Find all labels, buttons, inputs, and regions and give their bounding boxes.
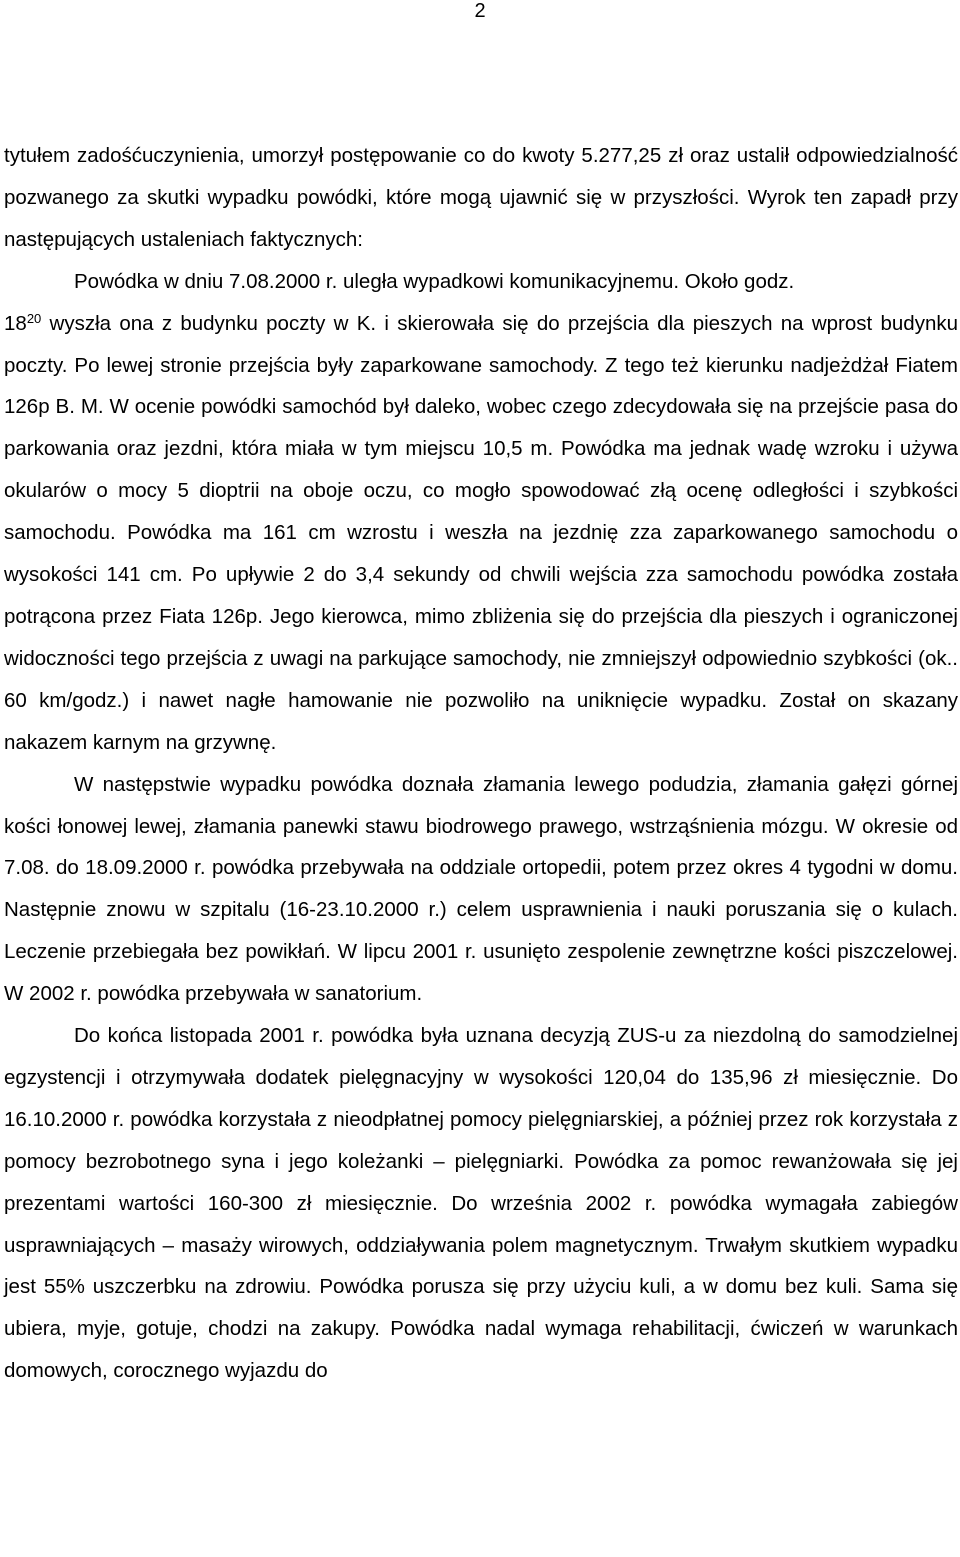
paragraph-3: W następstwie wypadku powódka doznała złamania lewego podudzia, złamania gałęzi górnej kości łonowej lewej, złamania panewki stawu biodrowego prawego, wstrząśnienia mózgu. W okresie od 7.08. do 18.09.2000 r. powódka przebywała na oddziale ortopedii, potem przez okres 4 tygodni w domu. Następnie znowu w szpitalu (16-23.10.2000 r.) celem usprawnienia i nauki poruszania się o kulach. Leczenie przebiegała bez powikłań. W lipcu 2001 r. usunięto zespolenie zewnętrzne kości piszczelowej. W 2002 r. powódka przebywała w sanatorium. (4, 772, 958, 1006)
paragraph-2 (4, 303, 958, 764)
paragraph-1: tytułem zadośćuczynienia, umorzył postępowanie co do kwoty 5.277,25 zł oraz ustalił odpowiedzialność pozwanego za skutki wypadku powódki, które mogą ujawnić się w przyszłości. Wyrok ten zapadł przy następujących ustaleniach faktycznych: (4, 144, 958, 251)
page-number: 2 (474, 0, 486, 22)
paragraph-2-minute: 20 (26, 310, 42, 326)
paragraph-2-hour: 18 (4, 311, 27, 335)
paragraph-2-first-line: Powódka w dniu 7.08.2000 r. uległa wypadkowi komunikacyjnemu. Około godz. (74, 269, 795, 293)
paragraph-2-text: wyszła ona z budynku poczty w K. i skierowała się do przejścia dla pieszych na wprost budynku poczty. Po lewej stronie przejścia były zaparkowane samochody. Z tego też kierunku nadjeżdżał Fiatem 126p B. M. W ocenie powódki samochód był daleko, wobec czego zdecydowała się na przejście pasa do parkowania oraz jezdni, która miała w tym miejscu 10,5 m. Powódka ma jednak wadę wzroku i używa okularów o mocy 5 dioptrii na oboje oczu, co mogło spowodować złą ocenę odległości i szybkości samochodu. Powódka ma 161 cm wzrostu i weszła na jezdnię zza zaparkowanego samochodu o wysokości 141 cm. Po upływie 2 do 3,4 sekundy od chwili wejścia zza samochodu powódka została potrącona przez Fiata 126p. Jego kierowca, mimo zbliżenia się do przejścia dla pieszych i ograniczonej widoczności tego przejścia z uwagi na parkujące samochody, nie zmniejszył odpowiednio szybkości (ok.. 60 km/godz.) i nawet nagłe hamowanie nie pozwoliło na uniknięcie wypadku. Został on skazany nakazem karnym na grzywnę. (4, 311, 958, 754)
paragraph-4: Do końca listopada 2001 r. powódka była uznana decyzją ZUS-u za niezdolną do samodzielnej egzystencji i otrzymywała dodatek pielęgnacyjny w wysokości 120,04 do 135,96 zł miesięcznie. Do 16.10.2000 r. powódka korzystała z nieodpłatnej pomocy pielęgniarskiej, a później przez rok korzystała z pomocy bezrobotnego syna i jego koleżanki – pielęgniarki. Powódka za pomoc rewanżowała się jej prezentami wartości 160-300 zł miesięcznie. Do września 2002 r. powódka wymagała zabiegów usprawniających – masaży wirowych, oddziaływania polem magnetycznym. Trwałym skutkiem wypadku jest 55% uszczerbku na zdrowiu. Powódka porusza się przy użyciu kuli, a w domu bez kuli. Sama się ubiera, myje, gotuje, chodzi na zakupy. Powódka nadal wymaga rehabilitacji, ćwiczeń w warunkach domowych, corocznego wyjazdu do (4, 1024, 958, 1383)
document-body (4, 135, 958, 1392)
